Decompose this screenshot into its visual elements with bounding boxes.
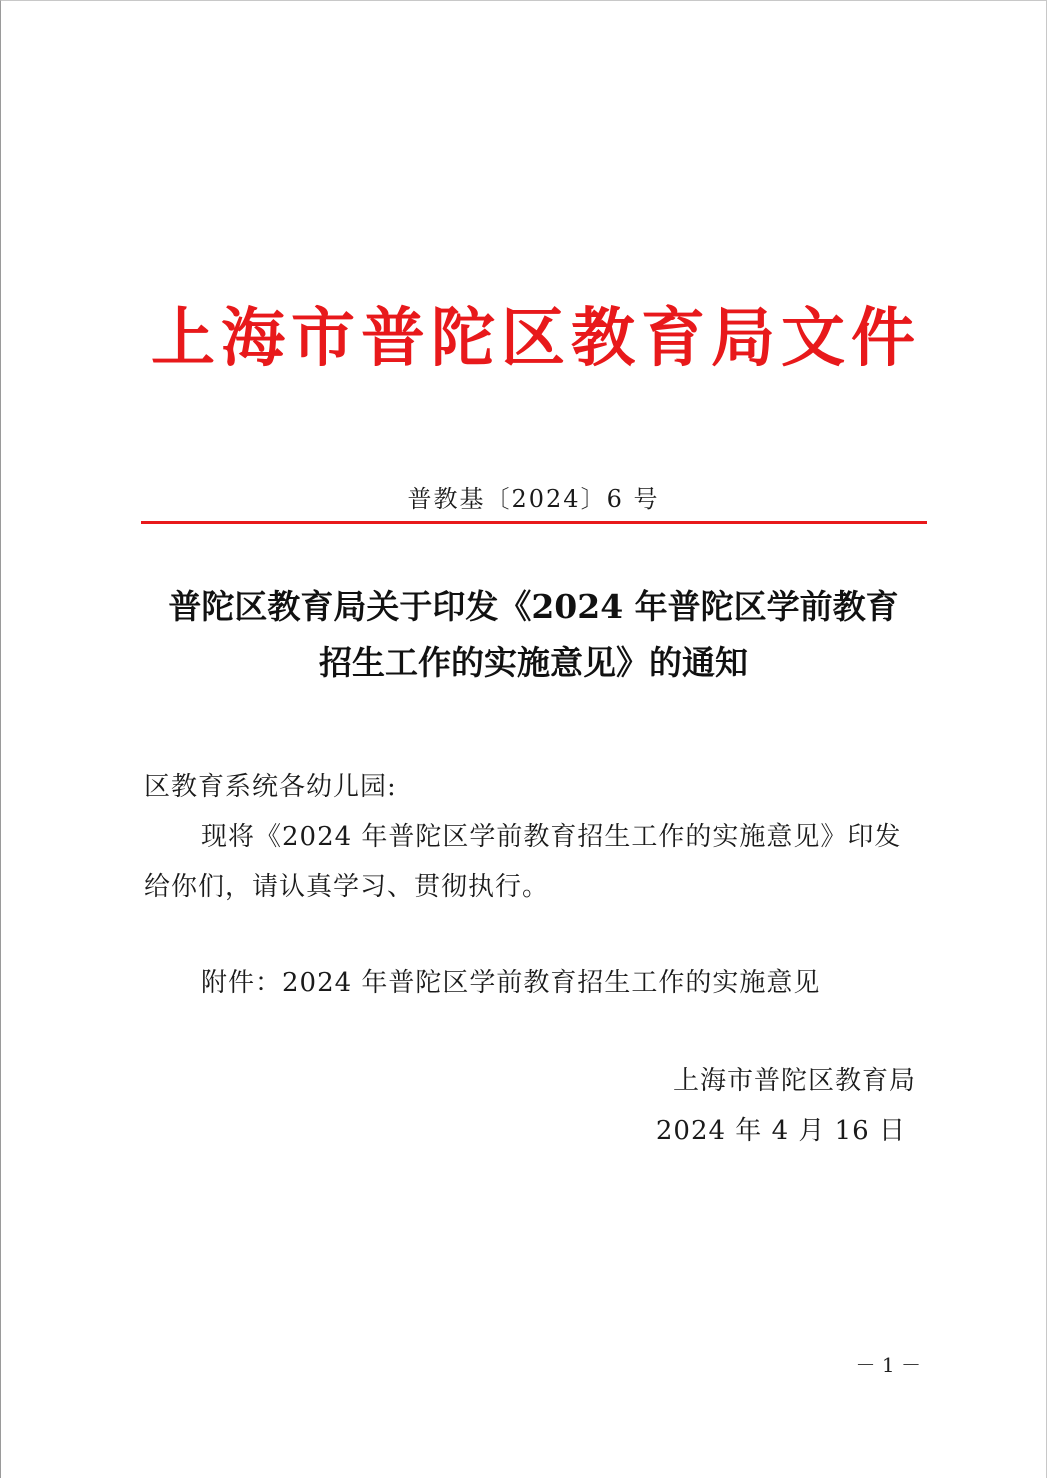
notice-title (141, 579, 926, 691)
page-number: － 1 － (855, 1353, 921, 1377)
red-divider (141, 521, 927, 524)
notice-title-line-2: 招生工作的实施意见》的通知 (319, 643, 748, 682)
issue-date: 2024 年 4 月 16 日 (655, 1116, 906, 1146)
issuer-signature: 上海市普陀区教育局 (672, 1066, 916, 1096)
body-paragraph-line-1: 现将《2024 年普陀区学前教育招生工作的实施意见》印发 (201, 822, 902, 852)
notice-title-line-1: 普陀区教育局关于印发《2024 年普陀区学前教育 (168, 587, 899, 626)
document-number: 普教基〔2024〕6 号 (407, 485, 660, 513)
salutation: 区教育系统各幼儿园: (144, 772, 397, 802)
masthead-title: 上海市普陀区教育局文件 (151, 301, 921, 376)
attachment-note: 附件：2024 年普陀区学前教育招生工作的实施意见 (201, 968, 821, 998)
body-paragraph-line-2: 给你们，请认真学习、贯彻执行。 (144, 872, 550, 902)
